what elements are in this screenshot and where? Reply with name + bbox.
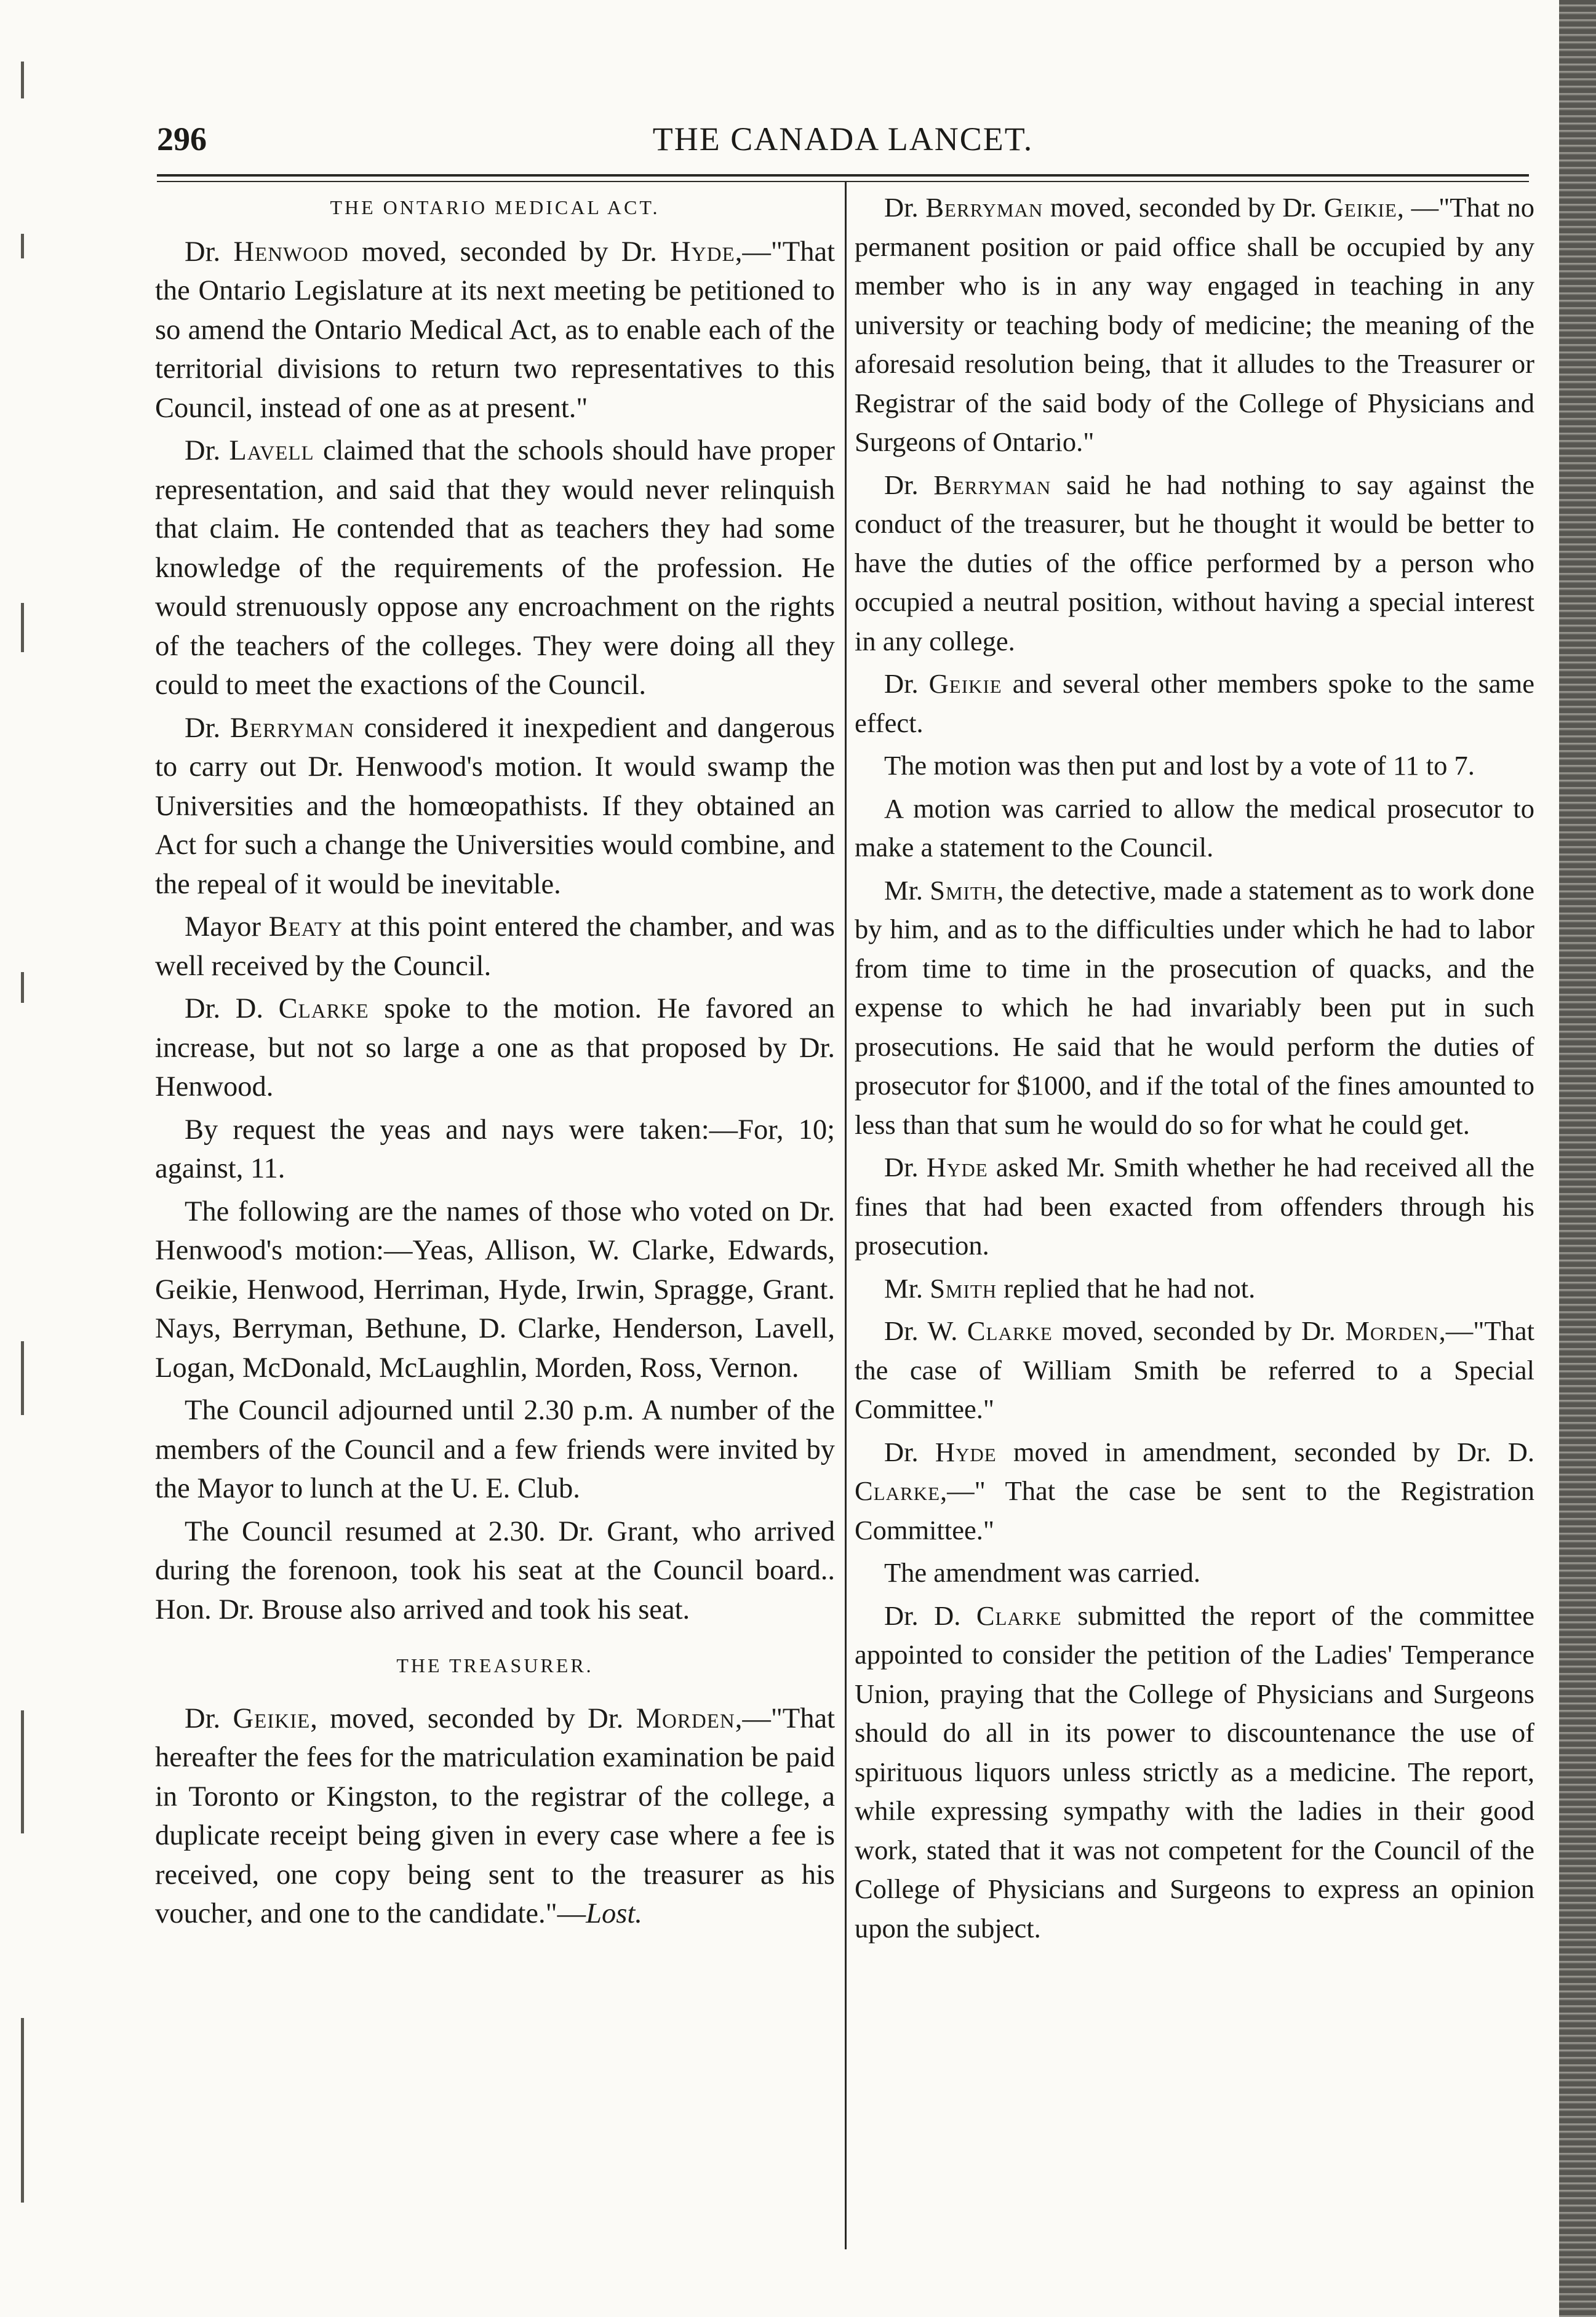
paragraph: By request the yeas and nays were taken:—For, 10; against, 11. (155, 1114, 835, 1184)
section-title-treasurer: THE TREASURER. (396, 1654, 594, 1677)
paragraph: Dr. Berryman said he had nothing to say against the conduct of the treasurer, but he thought it would be better to have the duties of the office performed by a person who occupied a neutral position, without having a special interest in any college. (855, 469, 1534, 656)
paragraph: Dr. D. Clarke submitted the report of the committee appointed to consider the petition of the Ladies' Temperance Union, praying that the College of Physicians and Surgeons should do all in its power to discountenance the use of spirituous liquors unless strictly as a medicine. The report, while expressing sympathy with the ladies in their good work, stated that it was not competent for the Council of the College of Physicians and Surgeons to express an opinion upon the subject. (855, 1600, 1534, 1944)
paragraph: Dr. W. Clarke moved, seconded by Dr. Morden,—"That the case of William Smith be referred to a Special Committee." (855, 1315, 1534, 1424)
page-number: 296 (157, 121, 207, 158)
paragraph: Dr. Berryman moved, seconded by Dr. Geikie, —"That no permanent position or paid office shall be occupied by any member who is in any way engaged in teaching in any university or teaching body of medicine; the meaning of the aforesaid resolution being, that it alludes to the Treasurer or Registrar of the said body of the College of Physicians and Surgeons of Ontario." (855, 192, 1535, 457)
header-rule (157, 174, 1529, 177)
right-column (855, 188, 1534, 1952)
paragraph: Dr. Geikie, moved, seconded by Dr. Morden,—"That hereafter the fees for the matriculation examination be paid in Toronto or Kingston, to the registrar of the college, a duplicate receipt being given in every case where a fee is received, one copy being sent to the treasurer as his voucher, and one to the candidate."—Lost. (155, 1702, 836, 1929)
left-column (155, 188, 835, 1937)
scan-binding-edge (1559, 0, 1596, 2317)
paragraph: The motion was then put and lost by a vote of 11 to 7. (884, 750, 1475, 781)
paragraph: Mr. Smith, the detective, made a statement as to work done by him, and as to the difficulties under which he had to labor from time to time in the prosecution of quacks, and the expense to which he had invariably been put in such prosecutions. He said that he would perform the duties of prosecutor for $1000, and if the total of the fines amounted to less than that sum he would do so for what he could get. (855, 874, 1534, 1140)
column-divider (845, 182, 847, 2249)
paragraph: The amendment was carried. (884, 1557, 1200, 1588)
paragraph: Dr. D. Clarke spoke to the motion. He favored an increase, but not so large a one as that proposed by Dr. Henwood. (155, 993, 835, 1103)
paragraph: Dr. Hyde asked Mr. Smith whether he had received all the fines that had been exacted from offenders through his prosecution. (855, 1152, 1534, 1261)
section-title-ontario-medical-act: THE ONTARIO MEDICAL ACT. (330, 196, 660, 218)
paragraph: The following are the names of those who voted on Dr. Henwood's motion:—Yeas, Allison, W. Clarke, Edwards, Geikie, Henwood, Herriman, Hyde, Irwin, Spragge, Grant. Nays, Berryman, Bethune, D. Clarke, Henderson, Lavell, Logan, McDonald, McLaughlin, Morden, Ross, Vernon. (155, 1195, 835, 1384)
running-head: THE CANADA LANCET. (652, 121, 1034, 158)
paragraph: Dr. Hyde moved in amendment, seconded by Dr. D. Clarke,—" That the case be sent to the Registration Committee." (855, 1436, 1535, 1545)
header-rule-thin (157, 181, 1529, 182)
page-header (157, 120, 1529, 163)
paragraph: Dr. Geikie and several other members spoke to the same effect. (855, 668, 1534, 738)
paragraph: A motion was carried to allow the medical prosecutor to make a statement to the Council. (855, 792, 1534, 863)
paragraph: Dr. Henwood moved, seconded by Dr. Hyde,—"That the Ontario Legislature at its next meeting be petitioned to so amend the Ontario Medical Act, as to enable each of the territorial divisions to return two representatives to this Council, instead of one as at present." (155, 236, 836, 424)
paragraph: Dr. Lavell claimed that the schools should have proper representation, and said that they would never relinquish that claim. He contended that as teachers they had some knowledge of the requirements of the profession. He would strenuously oppose any encroachment on the rights of the teachers of the colleges. They were doing all they could to meet the exactions of the Council. (155, 435, 835, 701)
paragraph: The Council adjourned until 2.30 p.m. A number of the members of the Council and a few friends were invited by the Mayor to lunch at the U. E. Club. (155, 1395, 835, 1504)
paragraph: Dr. Berryman considered it inexpedient and dangerous to carry out Dr. Henwood's motion. It would swamp the Universities and the homœopathists. If they obtained an Act for such a change the Universities would combine, and the repeal of it would be inevitable. (155, 712, 835, 900)
paragraph: The Council resumed at 2.30. Dr. Grant, who arrived during the forenoon, took his seat at the Council board.. Hon. Dr. Brouse also arrived and took his seat. (155, 1515, 835, 1625)
paragraph: Mr. Smith replied that he had not. (884, 1272, 1256, 1304)
scan-margin-marks (18, 49, 27, 2295)
paragraph: Mayor Beaty at this point entered the chamber, and was well received by the Council. (155, 911, 835, 982)
